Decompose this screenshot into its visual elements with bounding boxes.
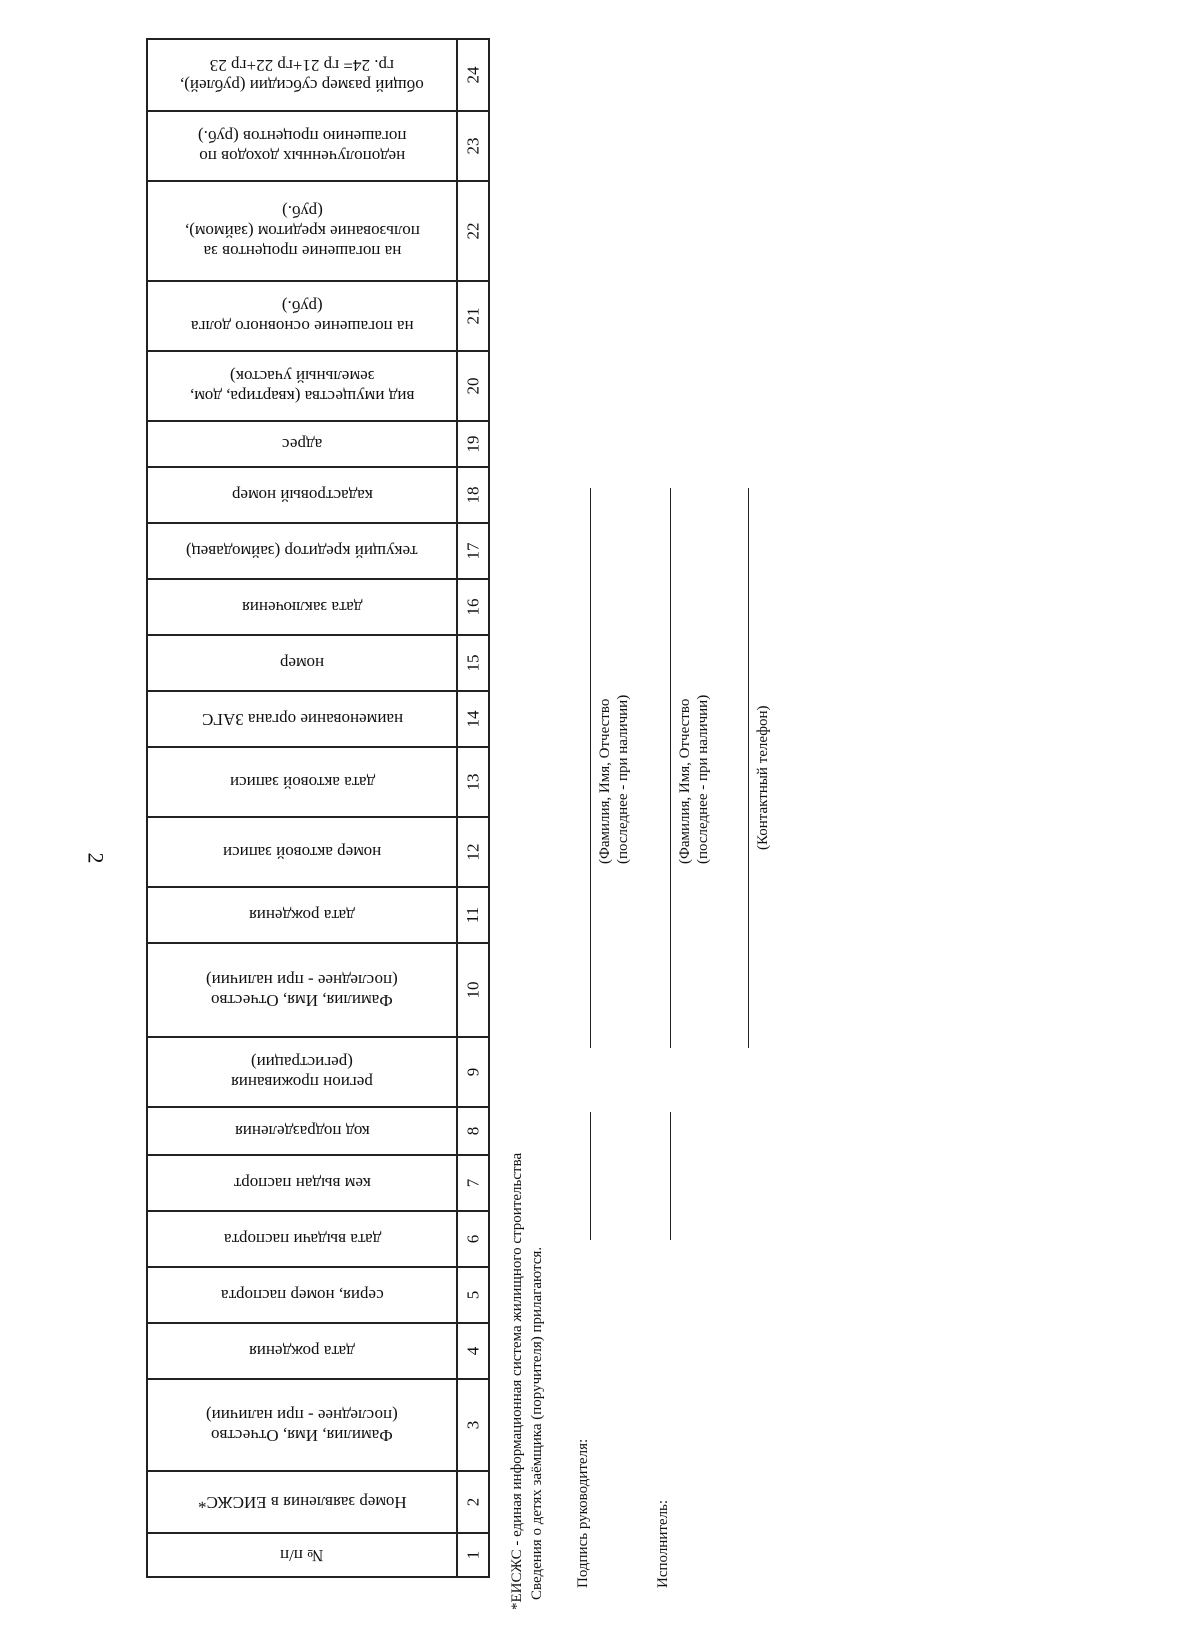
column-number	[458, 282, 488, 350]
column-header-label: дата заключения	[242, 598, 363, 617]
column-number	[458, 182, 488, 280]
column-header	[148, 1156, 458, 1210]
column-number	[458, 1212, 488, 1266]
column-header	[148, 1472, 458, 1532]
column-number	[458, 692, 488, 746]
head-signature-label: Подпись руководителя:	[575, 1438, 591, 1588]
column-number-label: 8	[463, 1126, 483, 1136]
column-number-label: 2	[463, 1497, 483, 1507]
column-header-label: вид имущества (квартира, дом, земельный участок)	[189, 367, 415, 406]
column-header-label: № п/п	[280, 1546, 324, 1565]
table-column-17	[146, 522, 490, 580]
column-number-label: 18	[463, 486, 483, 504]
column-header	[148, 944, 458, 1036]
column-header	[148, 1108, 458, 1154]
column-header-label: наименование органа ЗАГС	[201, 710, 403, 729]
table-column-5	[146, 1266, 490, 1324]
column-header	[148, 888, 458, 942]
column-number-label: 16	[463, 598, 483, 616]
table-column-14	[146, 690, 490, 748]
head-signature-line	[590, 1112, 591, 1240]
executor-signature-line	[670, 1112, 671, 1240]
table-column-23	[146, 110, 490, 182]
column-header	[148, 112, 458, 180]
column-number-label: 24	[463, 66, 483, 84]
column-header-label: код подразделения	[234, 1122, 370, 1141]
column-number-label: 14	[463, 710, 483, 728]
column-header	[148, 1268, 458, 1322]
head-name-caption: (Фамилия, Имя, Отчество (последнее - при наличии)	[597, 694, 631, 864]
column-number	[458, 888, 488, 942]
column-header	[148, 40, 458, 110]
column-number-label: 15	[463, 654, 483, 672]
executor-name-line	[670, 488, 671, 1048]
column-number	[458, 40, 488, 110]
column-number	[458, 1380, 488, 1470]
column-header	[148, 1212, 458, 1266]
column-number-label: 19	[463, 435, 483, 453]
table-column-16	[146, 578, 490, 636]
column-number	[458, 1534, 488, 1576]
executor-label: Исполнитель:	[655, 1499, 671, 1588]
column-header-label: Фамилия, Имя, Отчество (последнее - при наличии)	[206, 971, 399, 1010]
column-number-label: 6	[463, 1234, 483, 1244]
column-number-label: 5	[463, 1290, 483, 1300]
column-header	[148, 468, 458, 522]
column-number	[458, 1472, 488, 1532]
column-number-label: 9	[463, 1067, 483, 1077]
column-header	[148, 1534, 458, 1576]
column-header-label: недополученных доходов по погашению процентов (руб.)	[197, 127, 407, 166]
head-name-line	[590, 488, 591, 1048]
table-column-4	[146, 1322, 490, 1380]
column-number-label: 1	[463, 1550, 483, 1560]
column-header	[148, 282, 458, 350]
table-column-15	[146, 634, 490, 692]
column-number	[458, 352, 488, 420]
column-number	[458, 1324, 488, 1378]
column-number-label: 7	[463, 1178, 483, 1188]
column-header	[148, 636, 458, 690]
column-number	[458, 524, 488, 578]
column-number	[458, 422, 488, 466]
table-column-22	[146, 180, 490, 282]
column-number	[458, 1108, 488, 1154]
column-number-label: 23	[463, 137, 483, 155]
column-header-label: регион проживания (регистрации)	[231, 1053, 374, 1092]
table-column-11	[146, 886, 490, 944]
column-number-label: 17	[463, 542, 483, 560]
column-number	[458, 112, 488, 180]
column-header-label: кадастровый номер	[231, 486, 373, 505]
column-header-label: текущий кредитор (займодавец)	[186, 542, 418, 561]
table-column-18	[146, 466, 490, 524]
column-number-label: 10	[463, 981, 483, 999]
executor-name-caption: (Фамилия, Имя, Отчество (последнее - при наличии)	[677, 694, 711, 864]
column-number-label: 20	[463, 377, 483, 395]
footnote-children: Сведения о детях заёмщика (поручителя) прилагаются.	[529, 1246, 545, 1600]
table-column-1	[146, 1532, 490, 1578]
column-number-label: 4	[463, 1346, 483, 1356]
table-column-21	[146, 280, 490, 352]
column-header	[148, 1380, 458, 1470]
column-header-label: номер актовой записи	[223, 843, 382, 862]
phone-line	[748, 488, 749, 1048]
table-column-12	[146, 816, 490, 888]
column-number	[458, 1268, 488, 1322]
column-header	[148, 182, 458, 280]
column-header-label: дата рождения	[249, 906, 356, 925]
table-column-8	[146, 1106, 490, 1156]
column-header-label: номер	[280, 654, 325, 673]
column-number	[458, 580, 488, 634]
table-column-13	[146, 746, 490, 818]
column-number	[458, 636, 488, 690]
column-number-label: 22	[463, 222, 483, 240]
column-header	[148, 524, 458, 578]
column-header-label: адрес	[282, 435, 323, 454]
column-number-label: 11	[463, 906, 483, 924]
table-column-9	[146, 1036, 490, 1108]
column-header-label: Фамилия, Имя, Отчество (последнее - при наличии)	[206, 1406, 399, 1445]
column-number	[458, 1156, 488, 1210]
column-number	[458, 748, 488, 816]
column-header	[148, 422, 458, 466]
footnote-eisjs: *ЕИСЖС - единая информационная система жилищного строительства	[509, 1152, 525, 1610]
column-number	[458, 818, 488, 886]
column-number-label: 12	[463, 843, 483, 861]
column-number-label: 21	[463, 307, 483, 325]
column-header	[148, 1038, 458, 1106]
column-header	[148, 580, 458, 634]
table-column-19	[146, 420, 490, 468]
table-column-2	[146, 1470, 490, 1534]
column-header-label: на погашение основного долга (руб.)	[190, 297, 414, 336]
column-header-label: на погашение процентов за пользование кредитом (займом), (руб.)	[184, 202, 420, 261]
table-column-20	[146, 350, 490, 422]
table-column-10	[146, 942, 490, 1038]
table-column-7	[146, 1154, 490, 1212]
table-column-6	[146, 1210, 490, 1268]
table-column-3	[146, 1378, 490, 1472]
column-header-label: общий размер субсидии (рублей), гр. 24= гр 21+гр 22+гр 23	[180, 56, 425, 95]
phone-caption: (Контактный телефон)	[755, 705, 771, 850]
column-header-label: дата актовой записи	[229, 773, 375, 792]
page-number: 2	[83, 852, 109, 864]
column-header-label: Номер заявления в ЕИСЖС*	[197, 1493, 407, 1512]
column-header	[148, 748, 458, 816]
column-header	[148, 1324, 458, 1378]
column-header	[148, 352, 458, 420]
column-header	[148, 818, 458, 886]
column-header-label: дата выдачи паспорта	[223, 1230, 381, 1249]
column-number	[458, 944, 488, 1036]
column-header-label: серия, номер паспорта	[220, 1286, 384, 1305]
column-number-label: 3	[463, 1420, 483, 1430]
column-header	[148, 692, 458, 746]
table-column-24	[146, 38, 490, 112]
column-number	[458, 468, 488, 522]
column-number-label: 13	[463, 773, 483, 791]
column-header-label: кем выдан паспорт	[233, 1174, 371, 1193]
column-header-label: дата рождения	[249, 1342, 356, 1361]
column-number	[458, 1038, 488, 1106]
